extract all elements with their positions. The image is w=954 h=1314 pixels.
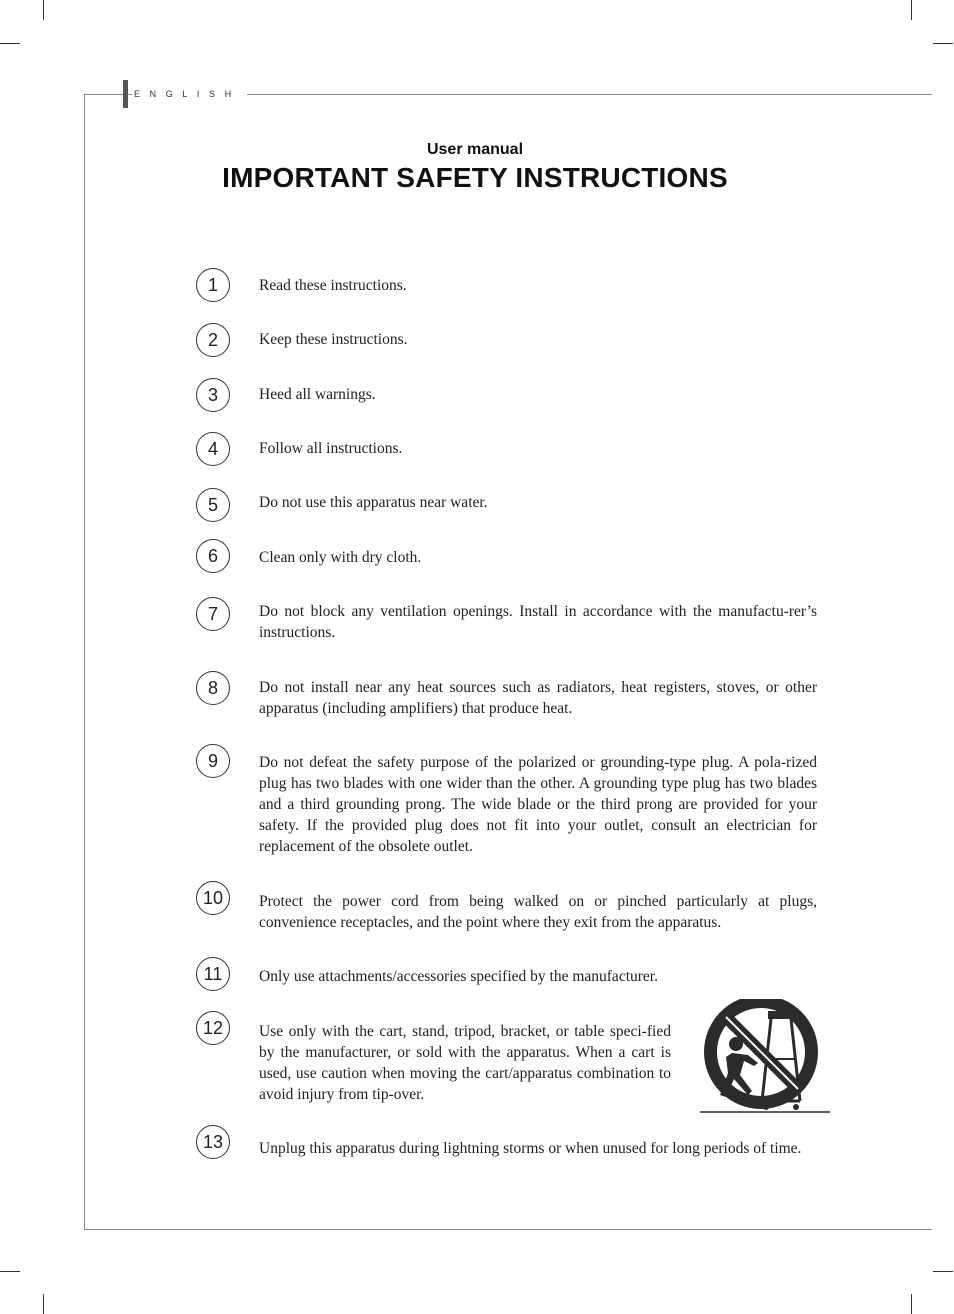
crop-mark	[933, 43, 953, 44]
crop-mark	[911, 0, 912, 20]
cart-tip-over-warning-icon	[696, 999, 830, 1115]
item-text: Unplug this apparatus during lightning storms or when unused for long periods of time.	[259, 1140, 802, 1157]
item-text: Do not use this apparatus near water.	[259, 494, 488, 511]
item-text: Heed all warnings.	[259, 386, 376, 403]
item-number: 12	[196, 1011, 230, 1045]
item-text: Clean only with dry cloth.	[259, 549, 422, 566]
item-text: Do not block any ventilation openings. Install in accordance with the manufactu-rer’s instructions.	[259, 603, 817, 641]
item-text: Keep these instructions.	[259, 331, 408, 348]
crop-mark	[911, 1294, 912, 1314]
item-number: 10	[196, 881, 230, 915]
item-number: 7	[196, 597, 230, 631]
page-frame-bottom-rule	[84, 1229, 932, 1230]
page-title: IMPORTANT SAFETY INSTRUCTIONS	[222, 162, 728, 193]
crop-mark	[0, 43, 20, 44]
item-text: Do not defeat the safety purpose of the polarized or grounding-type plug. A pola-rized plug has two blades with one wider than the other. A grounding type plug has two blades and a third grounding prong. The wide blade or the third prong are provided for your safety. If the provided plug does not fit into your outlet, consult an electrician for replacement of the obsolete outlet.	[259, 754, 817, 855]
item-number: 5	[196, 488, 230, 522]
item-text: Use only with the cart, stand, tripod, bracket, or table speci-fied by the manufacturer, or sold with the apparatus. When a cart is used, use caution when moving the cart/apparatus combination to avoid injury from tip-over.	[259, 1023, 671, 1103]
crop-mark	[933, 1271, 953, 1272]
language-label: ENGLISH	[132, 87, 247, 101]
item-number: 2	[196, 323, 230, 357]
item-number: 1	[196, 268, 230, 302]
item-number: 11	[196, 957, 230, 991]
item-text: Only use attachments/accessories specified by the manufacturer.	[259, 968, 658, 985]
language-tab-marker	[123, 80, 128, 108]
item-number: 9	[196, 744, 230, 778]
item-number: 6	[196, 539, 230, 573]
crop-mark	[43, 1294, 44, 1314]
crop-mark	[0, 1271, 20, 1272]
item-number: 8	[196, 671, 230, 705]
item-text: Do not install near any heat sources such as radiators, heat registers, stoves, or other apparatus (including amplifiers) that produce heat.	[259, 679, 817, 717]
item-text: Follow all instructions.	[259, 440, 403, 457]
item-number: 13	[196, 1125, 230, 1159]
page-frame-left-rule	[84, 94, 85, 1230]
document-subtitle: User manual	[426, 141, 524, 158]
item-text: Read these instructions.	[259, 277, 407, 294]
item-number: 3	[196, 378, 230, 412]
crop-mark	[43, 0, 44, 20]
item-number: 4	[196, 432, 230, 466]
item-text: Protect the power cord from being walked on or pinched particularly at plugs, convenience receptacles, and the point where they exit from the apparatus.	[259, 893, 817, 931]
